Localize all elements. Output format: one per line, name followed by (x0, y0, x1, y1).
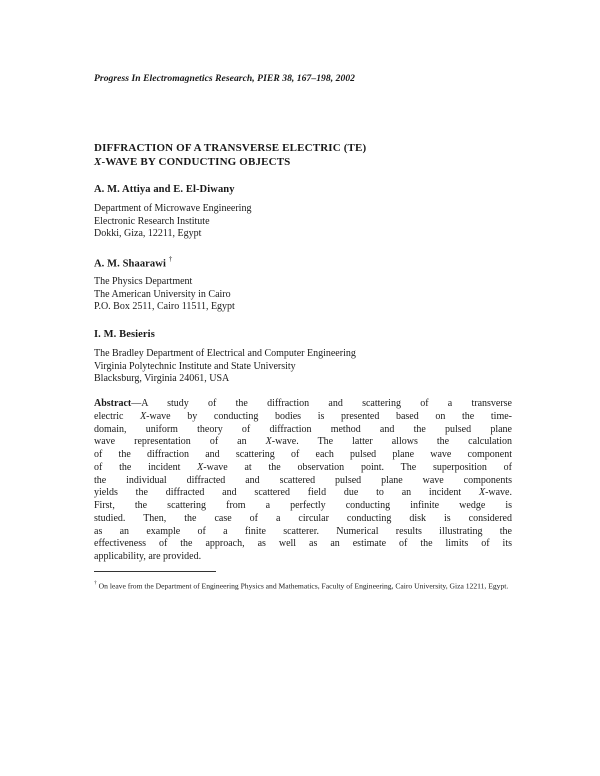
abstract-line: yields the diffracted and scattered field due to an incident X-wave. (94, 487, 512, 499)
affiliation-line: Blacksburg, Virginia 24061, USA (94, 373, 230, 385)
author-group-1: A. M. Attiya and E. El-Diwany (94, 184, 235, 195)
abstract-line: wave representation of an X-wave. The latter allows the calculation (94, 436, 513, 448)
paper-title (94, 141, 514, 169)
title-line-1: DIFFRACTION OF A TRANSVERSE ELECTRIC (TE) (94, 142, 367, 154)
footnote-text: On leave from the Department of Engineering Physics and Mathematics, Faculty of Engineering, Cairo University, Giza 12211, Egypt. (98, 581, 509, 591)
affiliation-line: The Physics Department (94, 276, 193, 287)
affiliation-3 (94, 348, 514, 386)
abstract-line: of the diffraction and scattering of each pulsed plane wave component (94, 449, 512, 460)
affiliation-line: P.O. Box 2511, Cairo 11511, Egypt (94, 301, 235, 313)
abstract-line: the individual diffracted and scattered pulsed plane wave components (94, 474, 512, 486)
author-group-2 (94, 256, 172, 270)
footnote (94, 579, 514, 592)
abstract-line: of the incident X-wave at the observation point. The superposition of (94, 461, 512, 473)
affiliation-line: Dokki, Giza, 12211, Egypt (94, 228, 202, 240)
affiliation-line: The American University in Cairo (94, 288, 231, 300)
affiliation-line: Department of Microwave Engineering (94, 203, 252, 214)
affiliation-1 (94, 203, 514, 241)
footnote-mark: † (168, 255, 173, 263)
footnote-rule (94, 571, 216, 572)
abstract-line: studied. Then, the case of a circular conducting disk is considered (94, 512, 512, 524)
abstract-line: First, the scattering from a perfectly conducting infinite wedge is (94, 500, 512, 511)
abstract-line: electric X-wave by conducting bodies is presented based on the time- (94, 410, 512, 422)
affiliation-line: Virginia Polytechnic Institute and State University (94, 360, 296, 372)
abstract-line: effectiveness of the approach, as well as an estimate of the limits of its (94, 538, 512, 550)
abstract (94, 398, 512, 564)
abstract-line: Abstract—A study of the diffraction and scattering of a transverse (94, 398, 512, 409)
abstract-lead: Abstract (94, 398, 132, 409)
title-line-2 (94, 155, 514, 169)
affiliation-line: The Bradley Department of Electrical and Computer Engineering (94, 348, 356, 359)
affiliation-line: Electronic Research Institute (94, 215, 210, 227)
affiliation-2 (94, 276, 514, 314)
author-group-3: I. M. Besieris (94, 329, 155, 340)
author-name: A. M. Shaarawi (94, 258, 166, 270)
title-line-2-rest: -WAVE BY CONDUCTING OBJECTS (101, 156, 291, 168)
abstract-line: applicability, are provided. (94, 551, 202, 562)
abstract-line: as an example of a finite scatterer. Numerical results illustrating the (94, 525, 512, 537)
footnote-mark: † (94, 580, 97, 586)
abstract-line: domain, uniform theory of diffraction method and the pulsed plane (94, 423, 512, 435)
title-x-symbol: X (94, 156, 102, 168)
journal-header: Progress In Electromagnetics Research, PIER 38, 167–198, 2002 (94, 73, 356, 84)
